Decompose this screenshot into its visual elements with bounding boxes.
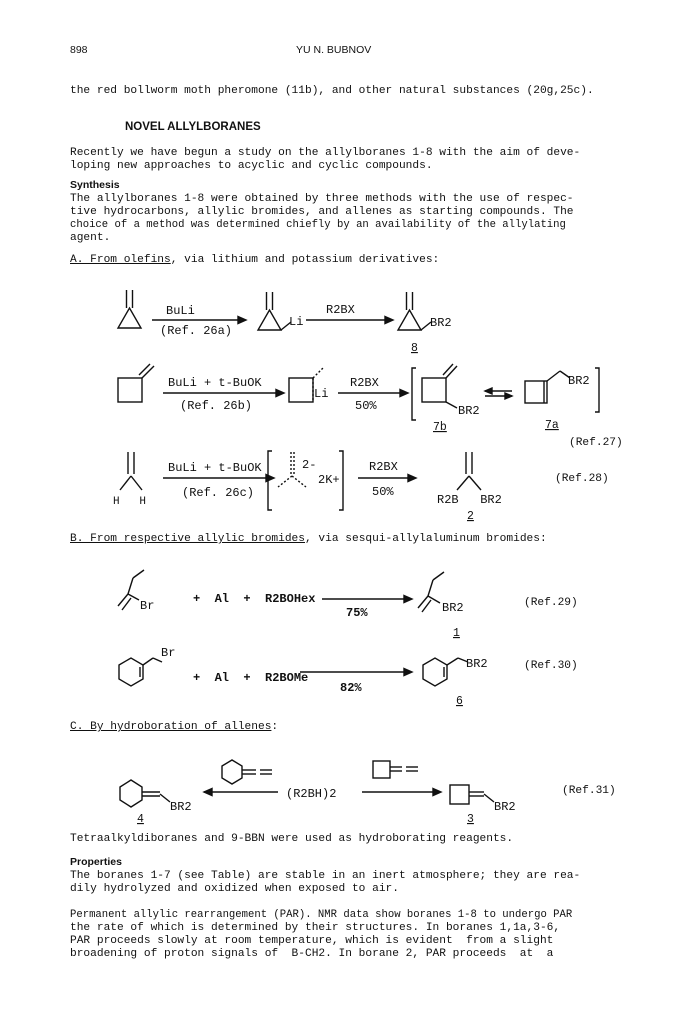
reagent-buli-tbuok-1: BuLi + t-BuOK	[168, 376, 262, 390]
method-c-rest: :	[271, 721, 279, 733]
synthesis-line-1: The allylboranes 1-8 were obtained by three methods with the use of respec-	[70, 193, 574, 205]
product-br2-8: BR2	[430, 316, 452, 330]
reagent-r2bx-1: R2BX	[326, 303, 355, 317]
label-li-1: Li	[289, 315, 304, 329]
synthesis-line-2: tive hydrocarbons, allylic bromides, and allenes as starting compounds. The	[70, 206, 574, 218]
reagent-r2bx-2: R2BX	[350, 376, 379, 390]
compound-number-4: 4	[137, 813, 144, 826]
ref-29: (Ref.29)	[524, 597, 578, 609]
compound-number-2: 2	[467, 510, 474, 523]
ref-26c: (Ref. 26c)	[182, 486, 255, 500]
compound-number-7b: 7b	[433, 421, 447, 434]
reagent-buli: BuLi	[166, 304, 195, 318]
method-b-rest: , via sesqui-allylaluminum bromides:	[304, 533, 547, 545]
label-li-2: Li	[314, 387, 329, 401]
properties-line-2: dily hydrolyzed and oxidized when exposed to air.	[70, 883, 399, 895]
par-line-1: Permanent allylic rearrangement (PAR). NMR data show boranes 1-8 to undergo PAR	[70, 909, 573, 921]
product-br2-3: BR2	[494, 800, 516, 814]
ref-30: (Ref.30)	[524, 660, 578, 672]
method-c-label: C. By hydroboration of allenes	[70, 721, 272, 733]
arrow-c-right-head	[433, 789, 441, 796]
cyclohexylidene-borane-structure	[120, 780, 170, 807]
reagent-r2bx-3: R2BX	[369, 460, 398, 474]
method-b-label: B. From respective allylic bromides	[70, 533, 305, 545]
intro-para-line-2: loping new approaches to acyclic and cyclic compounds.	[70, 160, 433, 172]
properties-heading: Properties	[70, 856, 122, 868]
synthesis-heading: Synthesis	[70, 179, 120, 191]
reagent-r2bh2: (R2BH)2	[286, 787, 337, 801]
compound-number-3: 3	[467, 813, 474, 826]
par-line-4: broadening of proton signals of B-CH2. In borane 2, PAR proceeds at a	[70, 948, 554, 960]
par-line-3: PAR proceeds slowly at room temperature, which is evident from a slight	[70, 935, 554, 947]
running-author: YU N. BUBNOV	[296, 44, 372, 56]
reagents-line: Tetraalkyldiboranes and 9-BBN were used as hydroborating reagents.	[70, 833, 514, 845]
ref-28: (Ref.28)	[555, 473, 609, 485]
ref-27: (Ref.27)	[569, 437, 623, 449]
product-br2-6: BR2	[466, 657, 488, 671]
yield-82: 82%	[340, 681, 362, 695]
page-number: 898	[70, 44, 88, 56]
label-br-1: Br	[140, 599, 155, 613]
compound-number-7a: 7a	[545, 419, 559, 432]
vinylidene-cyclobutane-structure	[373, 761, 418, 778]
synthesis-line-3: choice of a method was determined chiefly by an availability of the allylating	[70, 219, 566, 231]
label-2k: 2K+	[318, 473, 340, 487]
intro-para-line-1: Recently we have begun a study on the allylboranes 1-8 with the aim of deve-	[70, 147, 581, 159]
synthesis-line-4: agent.	[70, 232, 111, 244]
product-br2-4: BR2	[170, 800, 192, 814]
ref-26a: (Ref. 26a)	[160, 324, 233, 338]
par-line-2: the rate of which is determined by their structures. In boranes 1,1a,3-6,	[70, 922, 561, 934]
properties-line-1: The boranes 1-7 (see Table) are stable in an inert atmosphere; they are rea-	[70, 870, 581, 882]
reagent-buli-tbuok-2: BuLi + t-BuOK	[168, 461, 262, 475]
compound-number-6: 6	[456, 695, 463, 708]
yield-50-1: 50%	[355, 399, 377, 413]
intro-line: the red bollworm moth pheromone (11b), and other natural substances (20g,25c).	[70, 85, 594, 97]
product-br2-1: BR2	[442, 601, 464, 615]
structure-3	[450, 785, 494, 804]
method-a-label: A. From olefins	[70, 254, 171, 266]
ref-26b: (Ref. 26b)	[180, 399, 253, 413]
compound-number-8: 8	[411, 342, 418, 355]
arrow-c-left-head	[204, 789, 212, 796]
yield-75: 75%	[346, 606, 368, 620]
section-title: NOVEL ALLYLBORANES	[125, 121, 261, 133]
vinylidene-cyclohexane-structure	[222, 760, 272, 784]
reaction-b1-reagents: + Al + R2BOHex	[193, 592, 316, 606]
label-br-2: Br	[161, 646, 176, 660]
method-a-rest: , via lithium and potassium derivatives:	[170, 254, 440, 266]
product-br2-7a: BR2	[568, 374, 590, 388]
compound-number-1: 1	[453, 627, 460, 640]
product-br2-7b: BR2	[458, 404, 480, 418]
label-charge: 2-	[302, 458, 317, 472]
reaction-b2-reagents: + Al + R2BOMe	[193, 671, 309, 685]
product-r2b-br2: R2B BR2	[437, 493, 502, 507]
ref-31: (Ref.31)	[562, 785, 616, 797]
label-h-h: H H	[113, 496, 147, 508]
yield-50-2: 50%	[372, 485, 394, 499]
